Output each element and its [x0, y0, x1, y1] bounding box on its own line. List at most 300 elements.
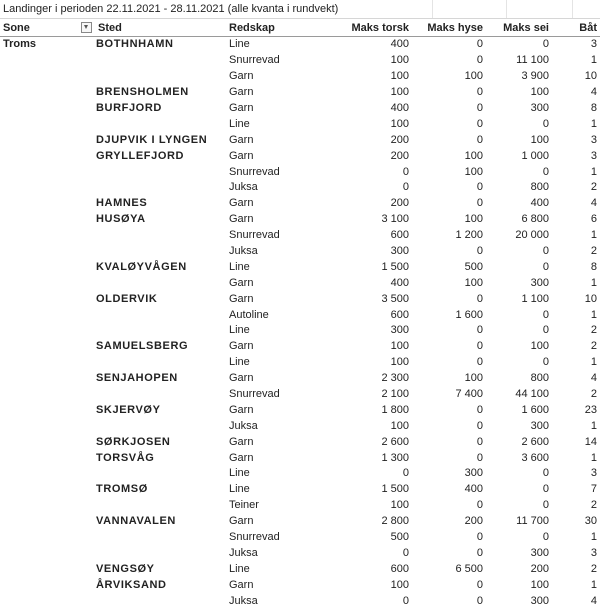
header-hyse[interactable]: Maks hyse: [412, 19, 486, 37]
cell-sone[interactable]: [0, 482, 93, 498]
table-row: [0, 546, 600, 562]
cell-bat[interactable]: 3: [552, 466, 600, 482]
table-row: [0, 339, 600, 355]
cell-sone[interactable]: [0, 371, 93, 387]
table-row: [0, 69, 600, 85]
cell-torsk[interactable]: 100: [326, 85, 412, 101]
table-row: [0, 323, 600, 339]
cell-hyse[interactable]: 0: [412, 593, 486, 609]
cell-sone[interactable]: [0, 53, 93, 69]
cell-torsk[interactable]: 1 500: [326, 259, 412, 275]
cell-redskap[interactable]: Garn: [226, 339, 326, 355]
cell-sone[interactable]: [0, 196, 93, 212]
cell-bat[interactable]: 8: [552, 101, 600, 117]
cell-torsk[interactable]: 200: [326, 148, 412, 164]
cell-sei[interactable]: 6 800: [486, 212, 552, 228]
cell-hyse[interactable]: 100: [412, 371, 486, 387]
landings-table: [0, 19, 600, 609]
cell-sei[interactable]: 300: [486, 418, 552, 434]
cell-hyse[interactable]: 100: [412, 148, 486, 164]
table-row: [0, 450, 600, 466]
table-row: [0, 259, 600, 275]
cell-torsk[interactable]: 1 300: [326, 450, 412, 466]
title-row: [0, 0, 600, 19]
cell-sei[interactable]: 300: [486, 275, 552, 291]
cell-sted[interactable]: SKJERVØY: [93, 402, 226, 418]
cell-hyse[interactable]: 0: [412, 402, 486, 418]
cell-hyse[interactable]: 300: [412, 466, 486, 482]
cell-hyse[interactable]: 7 400: [412, 387, 486, 403]
cell-sone[interactable]: [0, 434, 93, 450]
cell-sei[interactable]: 0: [486, 498, 552, 514]
table-row: [0, 116, 600, 132]
cell-bat[interactable]: 1: [552, 355, 600, 371]
cell-hyse[interactable]: 0: [412, 180, 486, 196]
cell-sted[interactable]: [93, 546, 226, 562]
cell-sei[interactable]: 100: [486, 339, 552, 355]
cell-redskap[interactable]: Snurrevad: [226, 53, 326, 69]
cell-torsk[interactable]: 600: [326, 307, 412, 323]
cell-sei[interactable]: 0: [486, 244, 552, 260]
cell-sei[interactable]: 100: [486, 132, 552, 148]
cell-redskap[interactable]: Garn: [226, 450, 326, 466]
cell-redskap[interactable]: Garn: [226, 434, 326, 450]
cell-bat[interactable]: 4: [552, 371, 600, 387]
cell-sei[interactable]: 800: [486, 371, 552, 387]
cell-sei[interactable]: 300: [486, 593, 552, 609]
cell-sone[interactable]: Troms: [0, 37, 93, 53]
cell-sone[interactable]: [0, 101, 93, 117]
cell-sone[interactable]: [0, 339, 93, 355]
cell-redskap[interactable]: Garn: [226, 514, 326, 530]
cell-sei[interactable]: 3 600: [486, 450, 552, 466]
cell-sei[interactable]: 300: [486, 546, 552, 562]
cell-sei[interactable]: 200: [486, 561, 552, 577]
cell-sone[interactable]: [0, 466, 93, 482]
cell-torsk[interactable]: 100: [326, 498, 412, 514]
cell-hyse[interactable]: 0: [412, 291, 486, 307]
cell-sted[interactable]: SØRKJOSEN: [93, 434, 226, 450]
cell-torsk[interactable]: 400: [326, 101, 412, 117]
cell-sone[interactable]: [0, 450, 93, 466]
report-title[interactable]: Landinger i perioden 22.11.2021 - 28.11.2021 (alle kvanta i rundvekt): [0, 0, 338, 18]
cell-hyse[interactable]: 0: [412, 355, 486, 371]
cell-bat[interactable]: 1: [552, 307, 600, 323]
cell-hyse[interactable]: 0: [412, 530, 486, 546]
cell-sted[interactable]: SAMUELSBERG: [93, 339, 226, 355]
cell-bat[interactable]: 1: [552, 275, 600, 291]
cell-torsk[interactable]: 2 600: [326, 434, 412, 450]
cell-sted[interactable]: [93, 418, 226, 434]
cell-torsk[interactable]: 100: [326, 69, 412, 85]
cell-hyse[interactable]: 100: [412, 69, 486, 85]
table-row: [0, 514, 600, 530]
cell-bat[interactable]: 23: [552, 402, 600, 418]
table-row: [0, 466, 600, 482]
table-row: [0, 371, 600, 387]
cell-torsk[interactable]: 300: [326, 244, 412, 260]
cell-torsk[interactable]: 100: [326, 355, 412, 371]
cell-redskap[interactable]: Line: [226, 37, 326, 53]
cell-bat[interactable]: 2: [552, 323, 600, 339]
cell-sted[interactable]: BRENSHOLMEN: [93, 85, 226, 101]
cell-sone[interactable]: [0, 498, 93, 514]
cell-redskap[interactable]: Autoline: [226, 307, 326, 323]
table-row: [0, 37, 600, 53]
cell-sei[interactable]: 0: [486, 355, 552, 371]
table-row: [0, 164, 600, 180]
cell-torsk[interactable]: 100: [326, 418, 412, 434]
cell-sone[interactable]: [0, 148, 93, 164]
cell-bat[interactable]: 1: [552, 228, 600, 244]
cell-hyse[interactable]: 6 500: [412, 561, 486, 577]
cell-torsk[interactable]: 600: [326, 228, 412, 244]
header-sei[interactable]: Maks sei: [486, 19, 552, 37]
cell-torsk[interactable]: 2 100: [326, 387, 412, 403]
cell-torsk[interactable]: 200: [326, 196, 412, 212]
cell-sted[interactable]: [93, 466, 226, 482]
cell-redskap[interactable]: Juksa: [226, 180, 326, 196]
cell-redskap[interactable]: Garn: [226, 85, 326, 101]
cell-hyse[interactable]: 500: [412, 259, 486, 275]
cell-torsk[interactable]: 300: [326, 323, 412, 339]
cell-sted[interactable]: [93, 387, 226, 403]
cell-redskap[interactable]: Line: [226, 323, 326, 339]
cell-sei[interactable]: 0: [486, 530, 552, 546]
cell-redskap[interactable]: Garn: [226, 275, 326, 291]
cell-redskap[interactable]: Line: [226, 482, 326, 498]
cell-sone[interactable]: [0, 514, 93, 530]
cell-torsk[interactable]: 0: [326, 593, 412, 609]
cell-torsk[interactable]: 0: [326, 466, 412, 482]
table-row: [0, 228, 600, 244]
cell-hyse[interactable]: 0: [412, 196, 486, 212]
filter-icon[interactable]: [81, 22, 92, 33]
cell-sone[interactable]: [0, 244, 93, 260]
cell-redskap[interactable]: Snurrevad: [226, 530, 326, 546]
cell-torsk[interactable]: 100: [326, 577, 412, 593]
cell-sei[interactable]: 800: [486, 180, 552, 196]
cell-redskap[interactable]: Snurrevad: [226, 164, 326, 180]
table-row: [0, 53, 600, 69]
cell-hyse[interactable]: 0: [412, 546, 486, 562]
cell-sone[interactable]: [0, 530, 93, 546]
cell-redskap[interactable]: Garn: [226, 69, 326, 85]
cell-hyse[interactable]: 0: [412, 323, 486, 339]
table-row: [0, 561, 600, 577]
cell-bat[interactable]: 6: [552, 212, 600, 228]
cell-torsk[interactable]: 500: [326, 530, 412, 546]
cell-sei[interactable]: 0: [486, 164, 552, 180]
cell-bat[interactable]: 3: [552, 132, 600, 148]
cell-torsk[interactable]: 100: [326, 116, 412, 132]
cell-sted[interactable]: [93, 530, 226, 546]
cell-sted[interactable]: HAMNES: [93, 196, 226, 212]
table-row: [0, 402, 600, 418]
cell-sei[interactable]: 400: [486, 196, 552, 212]
cell-bat[interactable]: 1: [552, 418, 600, 434]
cell-torsk[interactable]: 1 500: [326, 482, 412, 498]
cell-bat[interactable]: 14: [552, 434, 600, 450]
cell-bat[interactable]: 3: [552, 37, 600, 53]
cell-sone[interactable]: [0, 387, 93, 403]
cell-redskap[interactable]: Line: [226, 116, 326, 132]
cell-sted[interactable]: TORSVÅG: [93, 450, 226, 466]
cell-redskap[interactable]: Garn: [226, 402, 326, 418]
cell-sone[interactable]: [0, 561, 93, 577]
cell-sei[interactable]: 11 700: [486, 514, 552, 530]
cell-hyse[interactable]: 1 600: [412, 307, 486, 323]
cell-redskap[interactable]: Juksa: [226, 593, 326, 609]
cell-sone[interactable]: [0, 259, 93, 275]
cell-sone[interactable]: [0, 323, 93, 339]
table-row: [0, 307, 600, 323]
cell-redskap[interactable]: Garn: [226, 148, 326, 164]
table-row: [0, 482, 600, 498]
cell-sone[interactable]: [0, 85, 93, 101]
cell-bat[interactable]: 2: [552, 180, 600, 196]
cell-hyse[interactable]: 0: [412, 418, 486, 434]
cell-torsk[interactable]: 1 800: [326, 402, 412, 418]
cell-sei[interactable]: 2 600: [486, 434, 552, 450]
cell-sted[interactable]: OLDERVIK: [93, 291, 226, 307]
cell-hyse[interactable]: 0: [412, 339, 486, 355]
cell-sted[interactable]: [93, 164, 226, 180]
cell-sei[interactable]: 1 000: [486, 148, 552, 164]
cell-redskap[interactable]: Juksa: [226, 546, 326, 562]
cell-torsk[interactable]: 0: [326, 546, 412, 562]
header-sted-label: Sted: [98, 22, 122, 34]
cell-sted[interactable]: [93, 275, 226, 291]
cell-redskap[interactable]: Garn: [226, 101, 326, 117]
cell-bat[interactable]: 30: [552, 514, 600, 530]
cell-sei[interactable]: 20 000: [486, 228, 552, 244]
cell-hyse[interactable]: 0: [412, 53, 486, 69]
cell-sei[interactable]: 100: [486, 577, 552, 593]
cell-sted[interactable]: [93, 180, 226, 196]
cell-sted[interactable]: [93, 593, 226, 609]
cell-sone[interactable]: [0, 355, 93, 371]
cell-bat[interactable]: 2: [552, 561, 600, 577]
cell-bat[interactable]: 3: [552, 546, 600, 562]
cell-hyse[interactable]: 0: [412, 116, 486, 132]
cell-bat[interactable]: 1: [552, 450, 600, 466]
cell-sted[interactable]: [93, 355, 226, 371]
cell-bat[interactable]: 1: [552, 53, 600, 69]
header-sted[interactable]: [93, 19, 226, 37]
table-row: [0, 212, 600, 228]
cell-bat[interactable]: 10: [552, 69, 600, 85]
cell-redskap[interactable]: Garn: [226, 196, 326, 212]
table-row: [0, 387, 600, 403]
cell-sted[interactable]: [93, 307, 226, 323]
cell-sone[interactable]: [0, 69, 93, 85]
cell-sted[interactable]: [93, 116, 226, 132]
table-row: [0, 180, 600, 196]
cell-sei[interactable]: 44 100: [486, 387, 552, 403]
cell-redskap[interactable]: Garn: [226, 212, 326, 228]
cell-sei[interactable]: 1 600: [486, 402, 552, 418]
cell-redskap[interactable]: Line: [226, 561, 326, 577]
cell-hyse[interactable]: 0: [412, 434, 486, 450]
table-body: [0, 37, 600, 609]
cell-hyse[interactable]: 0: [412, 101, 486, 117]
cell-bat[interactable]: 4: [552, 196, 600, 212]
cell-bat[interactable]: 2: [552, 498, 600, 514]
cell-hyse[interactable]: 200: [412, 514, 486, 530]
cell-bat[interactable]: 1: [552, 577, 600, 593]
cell-sone[interactable]: [0, 228, 93, 244]
cell-sei[interactable]: 0: [486, 466, 552, 482]
header-sone[interactable]: Sone: [0, 19, 93, 37]
cell-sted[interactable]: [93, 498, 226, 514]
cell-sei[interactable]: 300: [486, 101, 552, 117]
cell-sei[interactable]: 0: [486, 116, 552, 132]
cell-sei[interactable]: 0: [486, 259, 552, 275]
cell-torsk[interactable]: 100: [326, 53, 412, 69]
cell-bat[interactable]: 2: [552, 244, 600, 260]
cell-redskap[interactable]: Line: [226, 259, 326, 275]
cell-redskap[interactable]: Garn: [226, 577, 326, 593]
cell-hyse[interactable]: 0: [412, 132, 486, 148]
table-row: [0, 434, 600, 450]
cell-bat[interactable]: 1: [552, 116, 600, 132]
cell-sei[interactable]: 100: [486, 85, 552, 101]
cell-hyse[interactable]: 0: [412, 577, 486, 593]
cell-torsk[interactable]: 2 300: [326, 371, 412, 387]
cell-redskap[interactable]: Teiner: [226, 498, 326, 514]
cell-hyse[interactable]: 100: [412, 164, 486, 180]
cell-bat[interactable]: 8: [552, 259, 600, 275]
cell-sei[interactable]: 0: [486, 482, 552, 498]
table-row: [0, 196, 600, 212]
cell-sei[interactable]: 0: [486, 323, 552, 339]
cell-sted[interactable]: BOTHNHAMN: [93, 37, 226, 53]
cell-bat[interactable]: 1: [552, 530, 600, 546]
cell-redskap[interactable]: Snurrevad: [226, 228, 326, 244]
cell-sted[interactable]: KVALØYVÅGEN: [93, 259, 226, 275]
cell-bat[interactable]: 2: [552, 339, 600, 355]
cell-torsk[interactable]: 3 100: [326, 212, 412, 228]
cell-sone[interactable]: [0, 577, 93, 593]
table-row: [0, 577, 600, 593]
cell-redskap[interactable]: Juksa: [226, 244, 326, 260]
header-redskap[interactable]: Redskap: [226, 19, 326, 37]
header-bat[interactable]: Båt: [552, 19, 600, 37]
cell-sone[interactable]: [0, 307, 93, 323]
cell-sone[interactable]: [0, 593, 93, 609]
cell-sted[interactable]: DJUPVIK I LYNGEN: [93, 132, 226, 148]
cell-sone[interactable]: [0, 546, 93, 562]
cell-sted[interactable]: [93, 53, 226, 69]
cell-sted[interactable]: VANNAVALEN: [93, 514, 226, 530]
cell-bat[interactable]: 7: [552, 482, 600, 498]
cell-sone[interactable]: [0, 291, 93, 307]
table-row: [0, 418, 600, 434]
cell-sone[interactable]: [0, 164, 93, 180]
cell-hyse[interactable]: 0: [412, 244, 486, 260]
cell-sted[interactable]: [93, 244, 226, 260]
cell-torsk[interactable]: 2 800: [326, 514, 412, 530]
cell-sei[interactable]: 11 100: [486, 53, 552, 69]
cell-redskap[interactable]: Garn: [226, 132, 326, 148]
cell-torsk[interactable]: 200: [326, 132, 412, 148]
table-row: [0, 355, 600, 371]
cell-hyse[interactable]: 0: [412, 498, 486, 514]
cell-torsk[interactable]: 100: [326, 339, 412, 355]
cell-torsk[interactable]: 400: [326, 37, 412, 53]
cell-sone[interactable]: [0, 212, 93, 228]
cell-sted[interactable]: [93, 323, 226, 339]
cell-sted[interactable]: SENJAHOPEN: [93, 371, 226, 387]
cell-sone[interactable]: [0, 132, 93, 148]
cell-redskap[interactable]: Juksa: [226, 418, 326, 434]
cell-bat[interactable]: 4: [552, 85, 600, 101]
header-torsk[interactable]: Maks torsk: [326, 19, 412, 37]
cell-sted[interactable]: GRYLLEFJORD: [93, 148, 226, 164]
cell-bat[interactable]: 1: [552, 164, 600, 180]
cell-torsk[interactable]: 3 500: [326, 291, 412, 307]
cell-bat[interactable]: 2: [552, 387, 600, 403]
table-row: [0, 275, 600, 291]
cell-sone[interactable]: [0, 275, 93, 291]
cell-sted[interactable]: BURFJORD: [93, 101, 226, 117]
cell-hyse[interactable]: 400: [412, 482, 486, 498]
cell-redskap[interactable]: Snurrevad: [226, 387, 326, 403]
cell-torsk[interactable]: 0: [326, 180, 412, 196]
cell-bat[interactable]: 3: [552, 148, 600, 164]
table-row: [0, 132, 600, 148]
table-row: [0, 148, 600, 164]
cell-hyse[interactable]: 100: [412, 275, 486, 291]
table-row: [0, 85, 600, 101]
cell-sei[interactable]: 3 900: [486, 69, 552, 85]
cell-redskap[interactable]: Garn: [226, 291, 326, 307]
table-row: [0, 291, 600, 307]
cell-redskap[interactable]: Line: [226, 355, 326, 371]
table-row: [0, 498, 600, 514]
cell-bat[interactable]: 4: [552, 593, 600, 609]
cell-sone[interactable]: [0, 116, 93, 132]
cell-sted[interactable]: ÅRVIKSAND: [93, 577, 226, 593]
cell-sted[interactable]: HUSØYA: [93, 212, 226, 228]
cell-sone[interactable]: [0, 402, 93, 418]
cell-hyse[interactable]: 0: [412, 37, 486, 53]
cell-sei[interactable]: 0: [486, 37, 552, 53]
table-row: [0, 244, 600, 260]
cell-redskap[interactable]: Garn: [226, 371, 326, 387]
cell-hyse[interactable]: 1 200: [412, 228, 486, 244]
cell-torsk[interactable]: 600: [326, 561, 412, 577]
cell-sted[interactable]: [93, 228, 226, 244]
cell-torsk[interactable]: 400: [326, 275, 412, 291]
table-row: [0, 530, 600, 546]
cell-sted[interactable]: VENGSØY: [93, 561, 226, 577]
cell-torsk[interactable]: 0: [326, 164, 412, 180]
cell-sei[interactable]: 0: [486, 307, 552, 323]
cell-sei[interactable]: 1 100: [486, 291, 552, 307]
cell-hyse[interactable]: 0: [412, 450, 486, 466]
cell-redskap[interactable]: Line: [226, 466, 326, 482]
cell-sone[interactable]: [0, 180, 93, 196]
cell-sted[interactable]: TROMSØ: [93, 482, 226, 498]
cell-sone[interactable]: [0, 418, 93, 434]
cell-hyse[interactable]: 0: [412, 85, 486, 101]
cell-hyse[interactable]: 100: [412, 212, 486, 228]
cell-bat[interactable]: 10: [552, 291, 600, 307]
table-row: [0, 593, 600, 609]
cell-sted[interactable]: [93, 69, 226, 85]
